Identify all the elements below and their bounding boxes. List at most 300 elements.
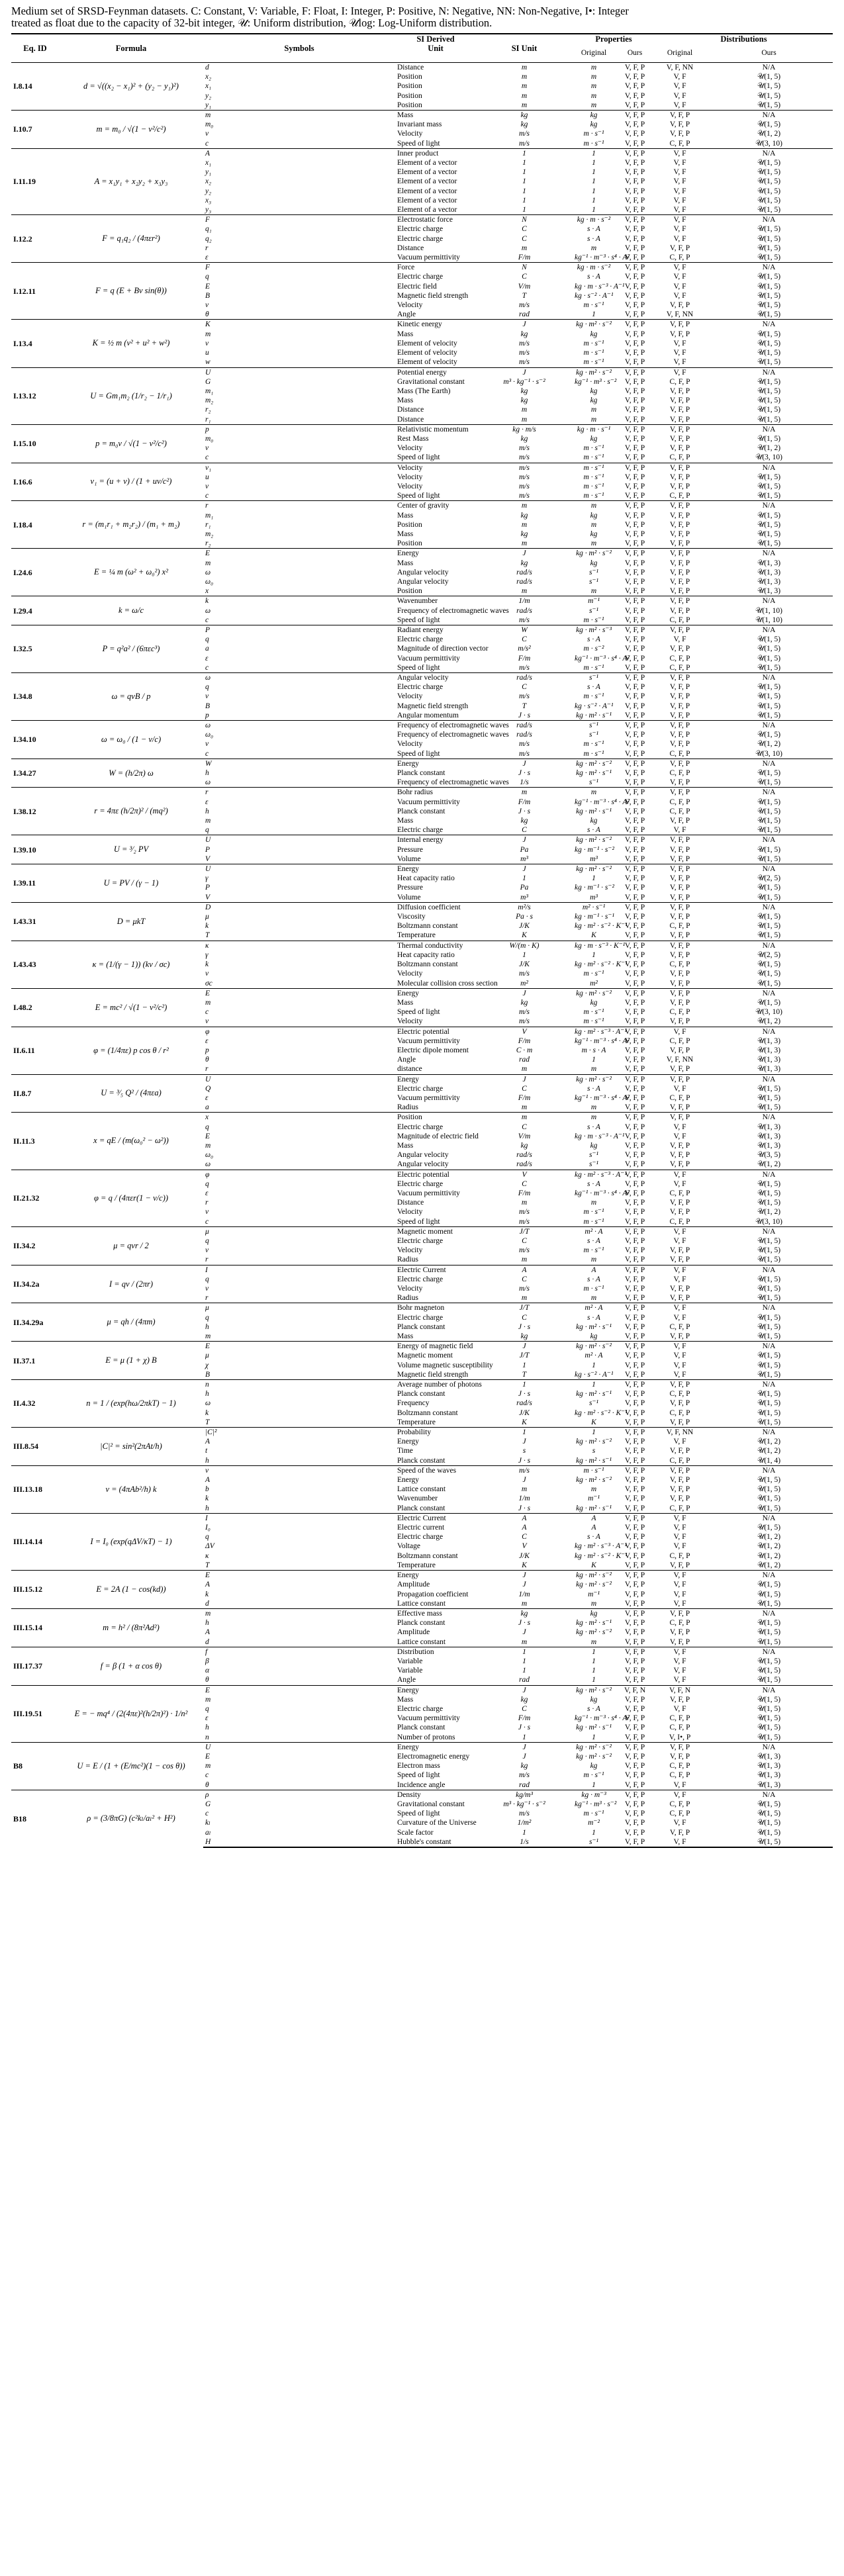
symbol-description: Boltzmann constant (397, 922, 458, 931)
symbol-description: Frequency of electromagnetic waves (397, 731, 509, 739)
dist-original: 𝒰(1, 5) (757, 884, 781, 892)
symbol: c (205, 1771, 209, 1780)
symbol-description: Invariant mass (397, 120, 442, 129)
prop-original: V, F, P (624, 1246, 645, 1255)
prop-original: V, F, P (615, 1790, 655, 1800)
symbol-description: Position (397, 587, 422, 596)
symbol-description: Energy (397, 1438, 420, 1446)
dist-original: 𝒰(1, 3) (757, 1132, 781, 1140)
si-unit: m² · A (573, 1303, 615, 1313)
si-unit: 1 (592, 1733, 596, 1741)
si-derived-unit: m (521, 1256, 528, 1264)
si-derived-unit: kg (476, 1608, 573, 1618)
col-dist-ours: Ours (761, 49, 776, 57)
prop-ours: V, F, P (669, 1332, 690, 1341)
symbol: V (205, 893, 211, 901)
si-derived-unit: J (476, 1742, 573, 1752)
symbol: r₂ (205, 539, 211, 548)
si-derived-unit: m/s (519, 749, 530, 758)
si-unit: A (573, 1265, 615, 1275)
equation-id: III.8.54 (11, 1428, 59, 1466)
symbol-description: Lattice constant (397, 1637, 446, 1646)
equation-id: I.38.12 (11, 788, 59, 835)
dist-original: 𝒰(1, 3) (757, 577, 781, 586)
si-unit: m · s⁻¹ (583, 1285, 604, 1293)
symbol-description: Frequency of electromagnetic waves (397, 778, 509, 787)
equation-formula: m = m₀ / √(1 − v²/c²) (59, 111, 203, 149)
prop-original: V, F, P (624, 998, 645, 1007)
si-unit: m (590, 1256, 597, 1264)
si-unit: m · s⁻² (583, 645, 604, 653)
symbol: h (205, 769, 209, 778)
prop-ours: V, F (673, 1542, 686, 1551)
prop-ours: V, F, P (669, 1208, 690, 1217)
prop-original: V, F, P (624, 654, 645, 663)
equation-id: I.15.10 (11, 424, 59, 463)
prop-ours: V, F, P (655, 501, 705, 511)
si-derived-unit: J · s (518, 769, 531, 778)
symbol: μ (205, 1352, 209, 1360)
prop-original: V, F, P (624, 950, 645, 959)
prop-original: V, F, P (624, 1008, 645, 1017)
dist-original: 𝒰(1, 5) (757, 1504, 781, 1512)
symbol: u (205, 473, 209, 481)
prop-ours: V, F (673, 1370, 686, 1379)
symbol: μ (203, 1303, 395, 1313)
prop-original: V, F, P (624, 577, 645, 586)
si-derived-unit: kg · m/s (476, 424, 573, 434)
symbol: m₂ (205, 529, 214, 538)
symbol: ω (205, 568, 211, 576)
dist-original: 𝒰(1, 5) (757, 845, 781, 854)
prop-ours: V, F, P (669, 711, 690, 719)
caption-line-1: Medium set of SRSD-Feynman datasets. C: Constant, V: Variable, F: Float, I: Integer, P: Positive, N: Negative, NN: Non-Negative, I•: Integer (11, 5, 629, 17)
symbol-description: Electric charge (397, 683, 444, 692)
symbol-description: Electric charge (397, 234, 444, 243)
equation-id: I.18.4 (11, 501, 59, 549)
prop-original: V, F, P (615, 111, 655, 120)
dist-original: 𝒰(1, 5) (757, 187, 781, 195)
prop-ours: V, F, P (655, 111, 705, 120)
prop-original: V, F, P (624, 511, 645, 520)
equation-formula: n = 1 / (exp(hω/2πkT) − 1) (59, 1380, 203, 1428)
si-derived-unit: m³ (520, 854, 528, 863)
dist-original: N/A (705, 721, 833, 731)
symbol-description: Probability (395, 1428, 476, 1438)
dist-original: 𝒰(1, 5) (757, 1695, 781, 1704)
si-unit: kg (573, 111, 615, 120)
si-derived-unit: kg (520, 1695, 528, 1704)
symbol-description: Position (397, 101, 422, 109)
dist-original: 𝒰(1, 5) (757, 91, 781, 100)
symbol-description: Thermal conductivity (395, 941, 476, 950)
symbol-description: Inner product (395, 148, 476, 158)
prop-original: V, F, P (615, 1113, 655, 1123)
symbol: ε (205, 1189, 209, 1197)
dist-original: 𝒰(1, 5) (757, 1179, 781, 1188)
si-unit: kg · m² · s⁻² (573, 367, 615, 377)
col-distributions: Distributions (655, 34, 833, 44)
equation-id: I.13.4 (11, 320, 59, 367)
si-unit: m · s⁻¹ (583, 692, 604, 701)
symbol: k (203, 596, 395, 606)
prop-ours: C, F, P (669, 798, 690, 806)
si-derived-unit: 1/m (476, 596, 573, 606)
symbol: U (203, 1074, 395, 1084)
prop-ours: V, F, P (655, 941, 705, 950)
symbol-description: Time (397, 1447, 413, 1455)
symbol-description: Electron mass (397, 1762, 440, 1771)
dist-original: 𝒰(1, 5) (757, 520, 781, 529)
prop-original: V, F, P (624, 702, 645, 710)
symbol: b (205, 1485, 209, 1494)
si-unit: 1 (592, 1676, 596, 1684)
symbol-description: Velocity (397, 444, 423, 453)
table-row (11, 721, 833, 731)
prop-ours: V, F (673, 73, 686, 81)
symbol-description: Velocity (397, 130, 423, 138)
si-derived-unit: 1 (522, 177, 526, 186)
prop-ours: V, F (673, 1780, 686, 1789)
symbol-description: Internal energy (395, 835, 476, 845)
prop-ours: V, F, P (669, 473, 690, 481)
si-derived-unit: 1 (522, 1361, 526, 1369)
prop-ours: V, F, P (669, 244, 690, 252)
symbol: G (205, 1800, 211, 1808)
prop-ours: V, F, P (669, 1046, 690, 1054)
prop-ours: C, F, P (669, 769, 690, 778)
symbol: c (205, 616, 209, 624)
si-derived-unit: C (522, 1533, 527, 1541)
si-unit: s⁻¹ (573, 721, 615, 731)
table-row (11, 1685, 833, 1695)
prop-original: V, F, P (624, 1256, 645, 1264)
symbol-description: Position (397, 91, 422, 100)
prop-original: V, F, P (624, 1208, 645, 1217)
si-unit: m (590, 1637, 597, 1646)
symbol-description: Velocity (397, 482, 423, 490)
symbol-description: Magnitude of electric field (397, 1132, 479, 1140)
si-unit: m · s · A (581, 1046, 606, 1054)
symbol-description: Velocity (397, 1017, 423, 1026)
prop-original: V, F, P (624, 130, 645, 138)
equation-id: II.6.11 (11, 1027, 59, 1074)
dist-original: N/A (705, 424, 833, 434)
symbol-description: Pressure (397, 845, 423, 854)
prop-ours: V, F (673, 1179, 686, 1188)
prop-original: V, F, P (615, 1226, 655, 1236)
dist-original: 𝒰(1, 5) (757, 1476, 781, 1485)
prop-original: V, F, P (624, 492, 645, 500)
si-derived-unit: m (476, 501, 573, 511)
si-unit: kg · m² · s⁻² (573, 1342, 615, 1352)
si-unit: kg · m² · s⁻¹ (576, 1504, 612, 1512)
symbol: m₂ (205, 396, 214, 405)
si-unit: kg · m⁻³ (573, 1790, 615, 1800)
equation-id: I.12.2 (11, 215, 59, 263)
prop-ours: V, F, P (669, 1246, 690, 1255)
si-derived-unit: m (521, 73, 528, 81)
equation-id: I.16.6 (11, 463, 59, 501)
symbol: q (205, 683, 209, 692)
symbol: k (205, 922, 209, 931)
si-derived-unit: 1/m (518, 1495, 530, 1503)
si-unit: s · A (587, 1275, 600, 1283)
si-unit: kg · m² · s⁻² (576, 1628, 612, 1637)
prop-ours: V, F, P (669, 1495, 690, 1503)
si-derived-unit: 1 (522, 1667, 526, 1675)
si-unit: kg (590, 1332, 598, 1341)
symbol: θ (205, 1056, 209, 1064)
prop-original: V, F, P (624, 282, 645, 291)
prop-original: V, F, P (624, 1408, 645, 1417)
table-row (11, 1742, 833, 1752)
si-derived-unit: kg (520, 1762, 528, 1771)
prop-ours: V, F, P (669, 577, 690, 586)
si-unit: K (591, 931, 596, 940)
equation-formula: U = E / (1 + (E/mc²)(1 − cos θ)) (59, 1742, 203, 1790)
si-derived-unit: F/m (518, 654, 531, 663)
si-unit: m (590, 91, 597, 100)
prop-original: V, F, P (624, 120, 645, 129)
si-unit: 1 (592, 168, 596, 177)
prop-original: V, F, P (624, 1667, 645, 1675)
si-unit: kg · m² · s⁻³ · A⁻¹ (575, 1542, 627, 1551)
si-derived-unit: 1 (522, 1733, 526, 1741)
prop-original: V, F, P (624, 1370, 645, 1379)
si-derived-unit: F/m (518, 1714, 531, 1723)
si-derived-unit: J/K (519, 960, 530, 969)
symbol: c (205, 492, 209, 500)
si-derived-unit: m (521, 1599, 528, 1608)
si-unit: s · A (587, 1533, 600, 1541)
symbol: q (205, 635, 209, 644)
prop-ours: C, F, P (669, 453, 690, 462)
dist-original: N/A (705, 835, 833, 845)
prop-original: V, F, P (624, 91, 645, 100)
prop-ours: C, F, P (669, 1408, 690, 1417)
symbol-description: Element of velocity (397, 349, 457, 357)
symbol: v (205, 1017, 209, 1026)
symbol-description: Energy (395, 759, 476, 768)
si-derived-unit: W (476, 625, 573, 635)
symbol-description: Mass (397, 1141, 414, 1150)
si-unit: kg · s⁻² · A⁻¹ (575, 1370, 614, 1379)
symbol-description: Center of gravity (395, 501, 476, 511)
si-derived-unit: m/s (519, 358, 530, 367)
prop-ours: V, F, NN (655, 63, 705, 73)
equation-formula: I = qv / (2πr) (59, 1265, 203, 1303)
si-unit: kg (590, 434, 598, 443)
symbol: aₗ (205, 1828, 211, 1837)
dist-original: 𝒰(1, 5) (757, 234, 781, 243)
dist-original: 𝒰(1, 5) (757, 1199, 781, 1207)
symbol: c (205, 453, 209, 462)
dist-original: 𝒰(1, 5) (757, 1294, 781, 1303)
symbol: d (203, 63, 395, 73)
symbol-description: Speed of light (397, 749, 440, 758)
table-row (11, 1027, 833, 1036)
prop-ours: V, F (673, 91, 686, 100)
si-unit: s⁻¹ (573, 1837, 615, 1847)
si-derived-unit: m/s (519, 1285, 530, 1293)
si-unit: 1 (573, 1380, 615, 1390)
symbol: P (205, 845, 211, 854)
symbol: v (205, 1208, 209, 1217)
table-row (11, 673, 833, 683)
prop-original: V, F, P (615, 1074, 655, 1084)
prop-original: V, F, P (624, 817, 645, 825)
si-unit: s · A (587, 1123, 600, 1131)
dist-original: 𝒰(1, 5) (757, 387, 781, 395)
si-derived-unit: 1/s (520, 778, 529, 787)
dist-original: 𝒰(3, 5) (757, 1151, 781, 1160)
si-unit: 1 (592, 1361, 596, 1369)
prop-original: V, F, P (615, 864, 655, 874)
equation-formula: A = x₁y₁ + x₂y₂ + x₃y₃ (59, 148, 203, 214)
prop-ours: V, F, P (669, 606, 690, 615)
dist-original: 𝒰(1, 5) (757, 1590, 781, 1598)
si-unit: kg · m² · s⁻² (576, 1581, 612, 1589)
dist-original: 𝒰(1, 5) (757, 1724, 781, 1732)
dist-original: 𝒰(1, 5) (757, 168, 781, 177)
dist-original: N/A (705, 788, 833, 798)
si-derived-unit: m (521, 82, 528, 91)
prop-original: V, F, P (624, 1695, 645, 1704)
si-derived-unit: J/K (519, 1408, 530, 1417)
dist-original: 𝒰(1, 5) (757, 253, 781, 262)
symbol: m₁ (205, 511, 214, 520)
table-row (11, 1428, 833, 1438)
si-derived-unit: J (476, 1074, 573, 1084)
si-unit: s⁻¹ (589, 1151, 598, 1160)
si-unit: kg (590, 1762, 598, 1771)
prop-original: V, F, P (624, 1704, 645, 1713)
symbol: ε (205, 1036, 209, 1045)
dist-original: 𝒰(1, 5) (757, 645, 781, 653)
si-unit: s⁻¹ (589, 731, 598, 739)
symbol: m₀ (205, 120, 214, 129)
dist-original: 𝒰(1, 5) (757, 1093, 781, 1102)
prop-original: V, F, P (624, 453, 645, 462)
prop-original: V, F, P (624, 1456, 645, 1465)
symbol-description: Distance (395, 63, 476, 73)
prop-original: V, F, P (624, 1275, 645, 1283)
prop-ours: C, F, P (669, 1714, 690, 1723)
symbol-description: Electric charge (397, 1533, 444, 1541)
symbol: p (203, 424, 395, 434)
prop-ours: V, F (655, 1342, 705, 1352)
si-derived-unit: m (521, 406, 528, 414)
dist-original: 𝒰(1, 3) (757, 1141, 781, 1150)
symbol: r₁ (205, 415, 211, 424)
prop-original: V, F, P (624, 1771, 645, 1780)
dist-original: 𝒰(1, 5) (757, 1256, 781, 1264)
symbol-description: Angle (397, 1676, 416, 1684)
symbol: ω (203, 673, 395, 683)
si-derived-unit: 1 (522, 206, 526, 214)
dist-original: 𝒰(1, 2) (757, 130, 781, 138)
symbol: ω (205, 606, 211, 615)
si-unit: m · s⁻¹ (583, 616, 604, 624)
symbol: B (205, 1370, 211, 1379)
si-unit: kg · m² · s⁻² (573, 1685, 615, 1695)
symbol: ε (205, 798, 209, 806)
dist-original: 𝒰(3, 10) (755, 139, 782, 148)
si-unit: m · s⁻¹ (583, 358, 604, 367)
si-unit: kg · m² · s⁻² (573, 988, 615, 998)
symbol: U (203, 367, 395, 377)
si-unit: m (590, 1103, 597, 1112)
symbol: n (203, 1380, 395, 1390)
dist-original: N/A (705, 1027, 833, 1036)
symbol-description: Speed of light (397, 139, 440, 148)
symbol: U (203, 864, 395, 874)
si-derived-unit: C (522, 273, 527, 281)
symbol-description: Electric current (397, 1524, 445, 1532)
si-unit: 1 (592, 1828, 596, 1837)
prop-original: V, F, P (624, 1151, 645, 1160)
symbol: x₂ (205, 73, 212, 81)
prop-original: V, F, P (624, 1714, 645, 1723)
prop-original: V, F, P (624, 778, 645, 787)
equation-formula: φ = q / (4πεr(1 − v/c)) (59, 1170, 203, 1226)
table-row (11, 367, 833, 377)
dist-original: 𝒰(1, 5) (757, 358, 781, 367)
equation-id: II.34.2 (11, 1226, 59, 1265)
prop-original: V, F, P (615, 1303, 655, 1313)
si-derived-unit: C · m (516, 1046, 533, 1054)
si-unit: 1 (592, 1056, 596, 1064)
si-unit: s⁻¹ (589, 778, 598, 787)
si-unit: m⁻¹ (573, 596, 615, 606)
table-body (11, 63, 833, 1847)
dist-original: 𝒰(1, 5) (757, 826, 781, 835)
prop-ours: C, F, P (669, 139, 690, 148)
symbol-description: Planck constant (397, 1619, 445, 1628)
col-properties: Properties (573, 34, 655, 44)
symbol: v (205, 970, 209, 978)
prop-original: V, F, P (624, 1285, 645, 1293)
prop-original: V, F, P (624, 711, 645, 719)
symbol: ω (205, 778, 211, 787)
si-derived-unit: kg (520, 511, 528, 520)
table-row (11, 549, 833, 559)
table-row (11, 835, 833, 845)
symbol: u (205, 349, 209, 357)
prop-original: V, F, P (624, 1447, 645, 1455)
si-derived-unit: m/s (519, 1017, 530, 1026)
equation-formula: W = (h/2π) ω (59, 759, 203, 788)
si-unit: K (591, 1561, 596, 1569)
prop-ours: V, F, P (669, 740, 690, 749)
prop-ours: V, F (655, 1170, 705, 1179)
table-row (11, 1513, 833, 1523)
symbol-description: Electric charge (397, 225, 444, 234)
prop-ours: V, F (673, 206, 686, 214)
symbol-description: Speed of light (397, 492, 440, 500)
equation-id: I.12.11 (11, 263, 59, 320)
si-unit: kg · m² · s⁻¹ (576, 711, 612, 719)
prop-ours: C, F, P (669, 663, 690, 672)
si-unit: m · s⁻¹ (583, 1217, 604, 1226)
col-eq-id: Eq. ID (11, 34, 59, 63)
equation-id: I.29.4 (11, 596, 59, 625)
prop-original: V, F, P (624, 1189, 645, 1197)
si-unit: m · s⁻¹ (583, 301, 604, 310)
si-derived-unit: 1/s (476, 1837, 573, 1847)
symbol: q (205, 1123, 209, 1131)
